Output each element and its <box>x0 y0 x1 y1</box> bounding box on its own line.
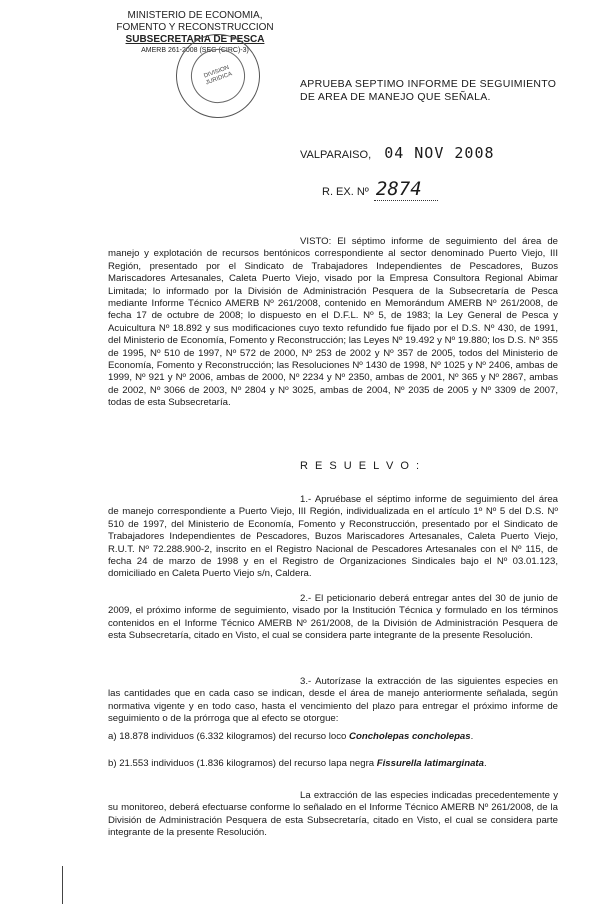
subsecretaria-name: SUBSECRETARIA DE PESCA <box>125 34 265 45</box>
article-2: 2.- El peticionario deberá entregar antes del 30 de junio de 2009, el próximo informe de seguimiento, visado por la Institución Técnica y formulado en los términos contenidos en el Informe Técnico AMERB Nº 261/2008, de la División de Administración Pesquera de esta Subsecretaría, citado en Visto, el cual se considera parte integrante de la presente Resolución. <box>108 593 558 642</box>
date-line <box>300 144 495 162</box>
date-place: VALPARAISO, <box>300 149 372 161</box>
item-a <box>108 731 558 743</box>
item-b <box>108 758 558 770</box>
item-a-species: Concholepas concholepas <box>349 731 471 742</box>
item-b-species: Fissurella latimarginata <box>376 758 484 769</box>
resolution-number: 2874 <box>374 178 438 201</box>
article-3: 3.- Autorízase la extracción de las siguientes especies en las cantidades que en cada caso se indican, desde el área de manejo anteriormente señalada, según normativa vigente y en todo caso, hasta el vencimiento del plazo para entregar el próximo informe de seguimiento o de la prórroga que al efecto se otorgue: <box>108 676 558 725</box>
resuelvo-heading: R E S U E L V O : <box>300 460 422 472</box>
item-b-suffix: . <box>483 758 487 769</box>
item-a-suffix: . <box>470 731 474 742</box>
item-b-text: b) 21.553 individuos (1.836 kilogramos) del recurso lapa negra <box>108 758 377 769</box>
ministry-name: MINISTERIO DE ECONOMIA, <box>127 10 263 21</box>
ministry-subname: FOMENTO Y RECONSTRUCCION <box>116 22 274 33</box>
closing-paragraph: La extracción de las especies indicadas precedentemente y su monitoreo, deberá efectuarse conforme lo señalado en el Informe Técnico AMERB Nº 261/2008, de la División de Administración Pesquera de esta Subsecretaría, citado en Visto, el cual se considera parte integrante de la presente Resolución. <box>108 790 558 839</box>
margin-mark <box>62 866 63 904</box>
stamp-text: DIVISION JURIDICA <box>183 41 252 110</box>
visto-paragraph: VISTO: El séptimo informe de seguimiento del área de manejo y explotación de recursos bentónicos correspondiente al sector denominado Puerto Viejo, III Región, presentado por el Sindicato de Trabajadores Independientes de Pescadores, Buzos Mariscadores Artesanales, Caleta Puerto Viejo, visado por la Empresa Consultora Regional Abimar Limitada; lo informado por la División de Administración Pesquera de la Subsecretaría de Pesca mediante Informe Técnico AMERB Nº 261/2008, contenido en Memorándum AMERB Nº 261/2008, de fecha 17 de octubre de 2008; lo dispuesto en el D.F.L. Nº 5, de 1983; la Ley General de Pesca y Acuicultura Nº 18.892 y sus modificaciones cuyo texto refundido fue fijado por el D.S. Nº 430, de 1991, del Ministerio de Economía, Fomento y Reconstrucción; las Leyes Nº 19.492 y Nº 19.880; los D.S. Nº 355 de 1995, Nº 510 de 1997, Nº 572 de 2000, Nº 253 de 2002 y Nº 357 de 2005, todos del Ministerio de Economía, Fomento y Reconstrucción; las Resoluciones Nº 1430 de 1998, Nº 1025 y Nº 2406, ambas de 1999, Nº 921 y Nº 2006, ambas de 2000, Nº 2234 y Nº 2350, ambas de 2001, Nº 365 y Nº 2867, ambas de 2002, Nº 3066 de 2003, Nº 2804 y Nº 3025, ambas de 2004, Nº 2035 de 2005 y Nº 3309 de 2007, todas de esta Subsecretaría. <box>108 236 558 409</box>
item-a-text: a) 18.878 individuos (6.332 kilogramos) del recurso loco <box>108 731 350 742</box>
reference-code: AMERB 261-2008 (SEG (CIRC)-3) <box>141 47 249 54</box>
date-stamp: 04 NOV 2008 <box>384 144 495 162</box>
resolution-number-line <box>322 178 438 200</box>
article-1: 1.- Apruébase el séptimo informe de seguimiento del área de manejo correspondiente a Puerto Viejo, III Región, individualizada en el artículo 1º Nº 5 del D.S. Nº 510 de 1997, del Ministerio de Economía, Fomento y Reconstrucción, presentado por el Sindicato de Trabajadores Independientes de Pescadores, Buzos Mariscadores Artesanales, Caleta Puerto Viejo, R.U.T. Nº 72.288.900-2, inscrito en el Registro Nacional de Pescadores Artesanales con el Nº 115, de fecha 24 de marzo de 1998 y en el Registro de Organizaciones Sindicales bajo el Nº 03.01.123, domiciliado en Caleta Puerto Viejo s/n, Caldera. <box>108 494 558 580</box>
resolution-prefix: R. EX. Nº <box>322 186 369 198</box>
resolution-subject: APRUEBA SEPTIMO INFORME DE SEGUIMIENTO DE AREA DE MANEJO QUE SEÑALA. <box>300 78 557 103</box>
